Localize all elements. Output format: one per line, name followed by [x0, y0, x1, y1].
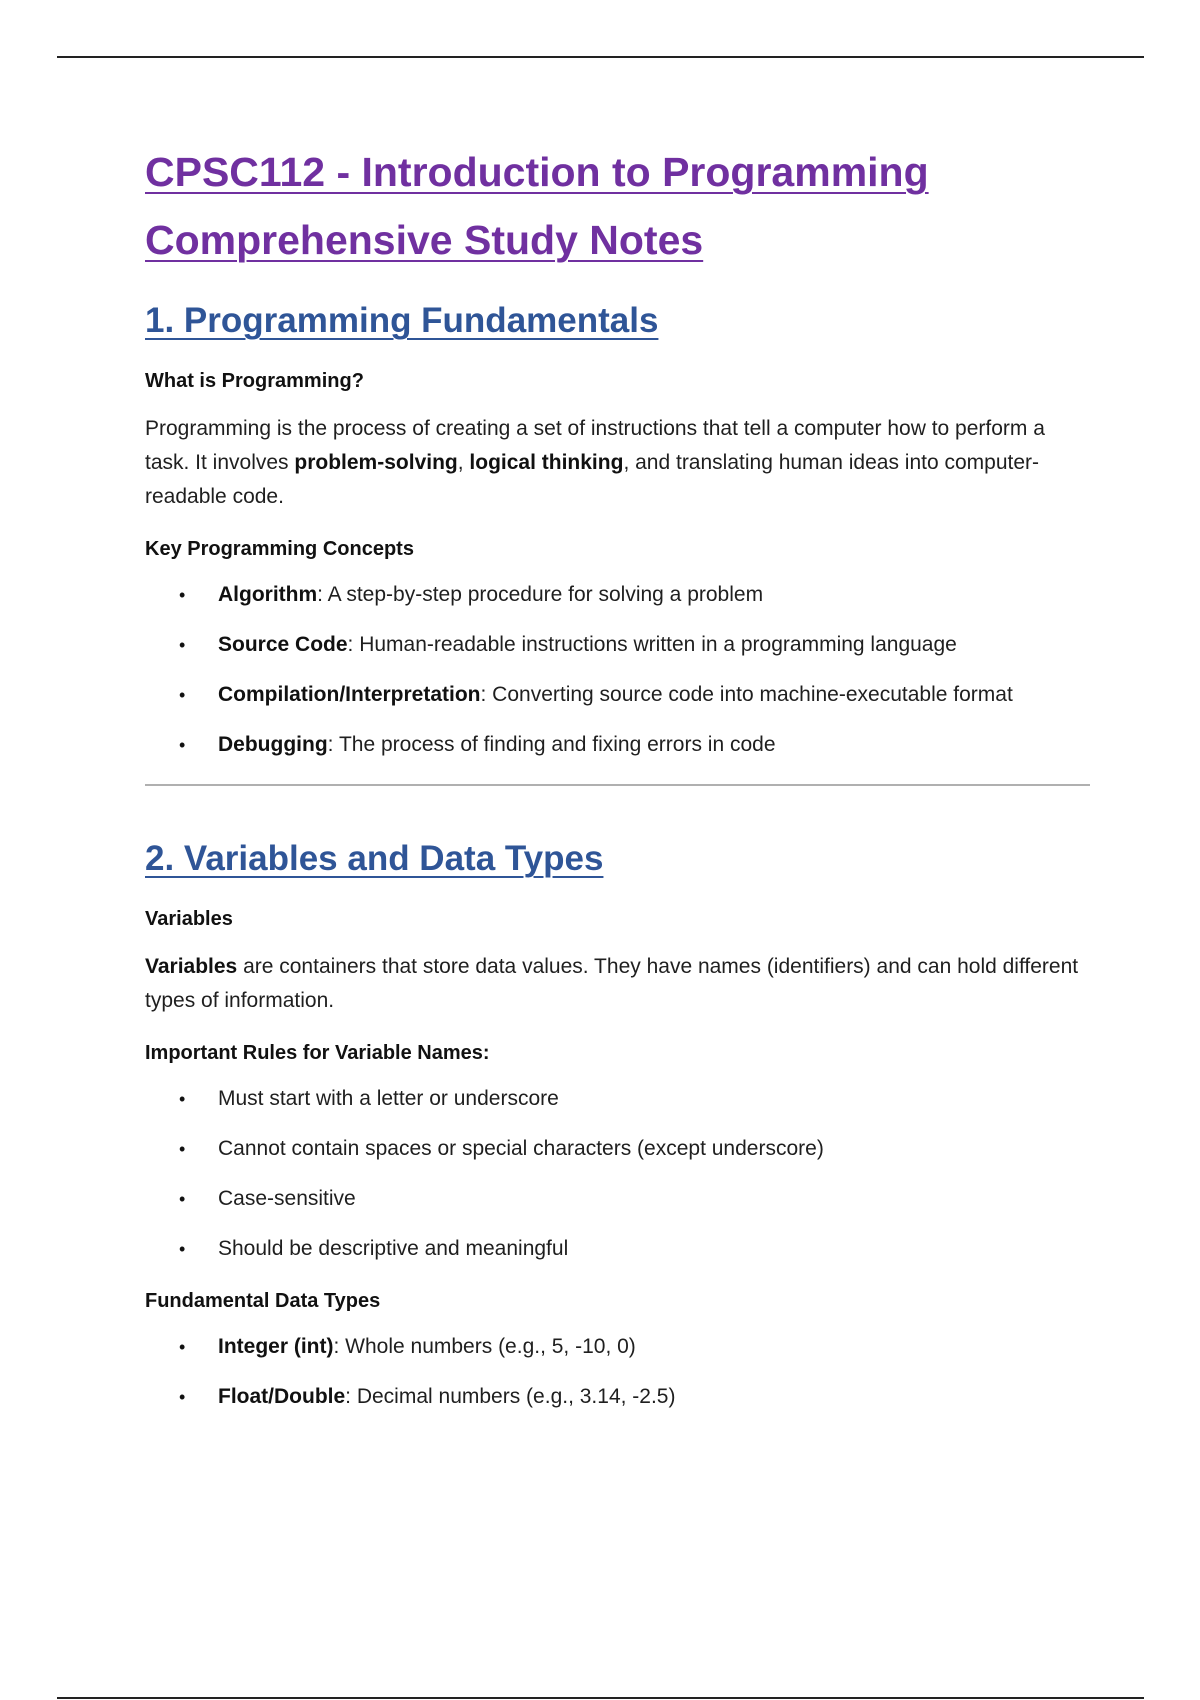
page-top-rule	[57, 56, 1144, 58]
para-text-2: ,	[457, 451, 470, 474]
list-item	[145, 1380, 1090, 1414]
title-line-2: Comprehensive Study Notes	[145, 217, 704, 263]
list-item	[145, 578, 1090, 612]
bullet-icon: •	[179, 1089, 186, 1109]
section-divider	[145, 784, 1090, 786]
concept-term: Compilation/Interpretation	[218, 683, 481, 706]
document-title	[145, 138, 1090, 274]
list-item	[145, 1082, 1090, 1116]
para-text-3: , and translating human ideas into computer-readable code.	[145, 451, 1040, 508]
list-item	[145, 1182, 1090, 1216]
list-item	[145, 678, 1090, 712]
bullet-icon: •	[179, 1139, 186, 1159]
data-types-subheading: Fundamental Data Types	[145, 1290, 381, 1312]
bullet-icon: •	[179, 1387, 186, 1407]
variables-definition-paragraph	[145, 950, 1090, 1018]
type-term: Float/Double	[218, 1385, 346, 1408]
list-item	[145, 1232, 1090, 1266]
concept-term: Algorithm	[218, 583, 318, 606]
rule-text: Cannot contain spaces or special characters (except underscore)	[218, 1137, 824, 1160]
list-item	[145, 728, 1090, 762]
data-types-list	[145, 1330, 1090, 1414]
section-2-heading: 2. Variables and Data Types	[145, 839, 604, 878]
concept-desc: : A step-by-step procedure for solving a problem	[317, 583, 764, 606]
bullet-icon: •	[179, 635, 186, 655]
bullet-icon: •	[179, 685, 186, 705]
list-item	[145, 1330, 1090, 1364]
key-concepts-list	[145, 578, 1090, 762]
rule-text: Case-sensitive	[218, 1187, 356, 1210]
concept-desc: : The process of finding and fixing errors in code	[327, 733, 776, 756]
rule-text: Must start with a letter or underscore	[218, 1087, 559, 1110]
concept-desc: : Human-readable instructions written in a programming language	[347, 633, 957, 656]
bullet-icon: •	[179, 1239, 186, 1259]
bullet-icon: •	[179, 1337, 186, 1357]
para-bold-problem-solving: problem-solving	[294, 451, 458, 474]
type-term: Integer (int)	[218, 1335, 334, 1358]
para-bold-logical-thinking: logical thinking	[469, 451, 624, 474]
title-line-1: CPSC112 - Introduction to Programming	[145, 149, 929, 195]
type-desc: : Decimal numbers (e.g., 3.14, -2.5)	[345, 1385, 676, 1408]
concept-term: Debugging	[218, 733, 328, 756]
variables-subheading: Variables	[145, 908, 233, 930]
para-bold-variables: Variables	[145, 955, 238, 978]
programming-definition-paragraph	[145, 412, 1090, 514]
variable-rules-list	[145, 1082, 1090, 1266]
para-text-1: Programming is the process of creating a set of instructions that tell a computer how to perform a task. It involves	[145, 417, 1045, 474]
para-text: are containers that store data values. They have names (identifiers) and can hold different types of information.	[145, 955, 1079, 1012]
section-1-heading: 1. Programming Fundamentals	[145, 301, 659, 340]
concept-desc: : Converting source code into machine-executable format	[480, 683, 1013, 706]
rule-text: Should be descriptive and meaningful	[218, 1237, 569, 1260]
bullet-icon: •	[179, 585, 186, 605]
bullet-icon: •	[179, 735, 186, 755]
key-concepts-subheading: Key Programming Concepts	[145, 538, 414, 560]
concept-term: Source Code	[218, 633, 348, 656]
what-is-programming-subheading: What is Programming?	[145, 370, 364, 392]
type-desc: : Whole numbers (e.g., 5, -10, 0)	[333, 1335, 636, 1358]
list-item	[145, 1132, 1090, 1166]
page-bottom-rule	[57, 1697, 1144, 1699]
variable-rules-subheading: Important Rules for Variable Names:	[145, 1042, 490, 1064]
list-item	[145, 628, 1090, 662]
document-body	[145, 138, 1090, 1414]
bullet-icon: •	[179, 1189, 186, 1209]
